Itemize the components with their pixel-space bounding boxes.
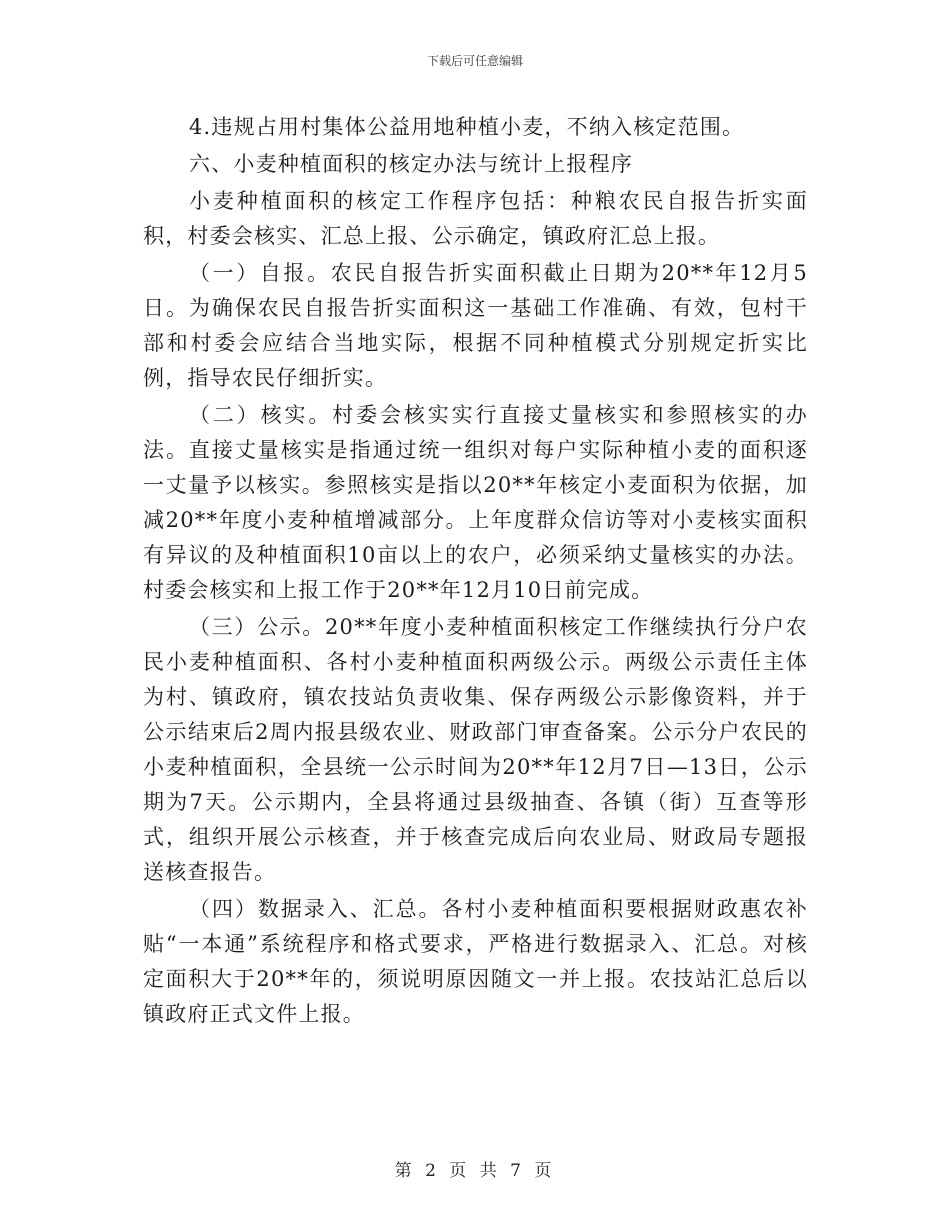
paragraph-item-4: 4.违规占用村集体公益用地种植小麦，不纳入核定范围。 [189, 115, 745, 139]
paragraph-self-report: （一）自报。农民自报告折实面积截止日期为20**年12月5日。为确保农民自报告折实面积这一基础工作准确、有效，包村干部和村委会应结合当地实际，根据不同种植模式分别规定折实比例，指导农民仔细折实。 [143, 261, 808, 390]
section-heading-six: 六、小麦种植面积的核定办法与统计上报程序 [189, 152, 633, 176]
page-number-footer: 第 2 页 共 7 页 [394, 1161, 556, 1181]
paragraph-publicity: （三）公示。20**年度小麦种植面积核定工作继续执行分户农民小麦种植面积、各村小麦种植面积两级公示。两级公示责任主体为村、镇政府，镇农技站负责收集、保存两级公示影像资料，并于公示结束后2周内报县级农业、财政部门审查备案。公示分户农民的小麦种植面积，全县统一公示时间为20**年12月7日—13日，公示期为7天。公示期内，全县将通过县级抽查、各镇（街）互查等形式，组织开展公示核查，并于核查完成后向农业局、财政局专题报送核查报告。 [143, 615, 808, 884]
document-body [143, 110, 808, 1034]
paragraph-procedure-intro: 小麦种植面积的核定工作程序包括：种粮农民自报告折实面积，村委会核实、汇总上报、公示确定，镇政府汇总上报。 [143, 189, 808, 248]
paragraph-data-entry: （四）数据录入、汇总。各村小麦种植面积要根据财政惠农补贴“一本通”系统程序和格式要求，严格进行数据录入、汇总。对核定面积大于20**年的，须说明原因随文一并上报。农技站汇总后以镇政府正式文件上报。 [143, 897, 808, 1026]
page-header: 下载后可任意编辑 [426, 54, 523, 68]
paragraph-verification: （二）核实。村委会核实实行直接丈量核实和参照核实的办法。直接丈量核实是指通过统一组织对每户实际种植小麦的面积逐一丈量予以核实。参照核实是指以20**年核定小麦面积为依据，加减20**年度小麦种植增减部分。上年度群众信访等对小麦核实面积有异议的及种植面积10亩以上的农户，必须采纳丈量核实的办法。村委会核实和上报工作于20**年12月10日前完成。 [143, 403, 808, 602]
